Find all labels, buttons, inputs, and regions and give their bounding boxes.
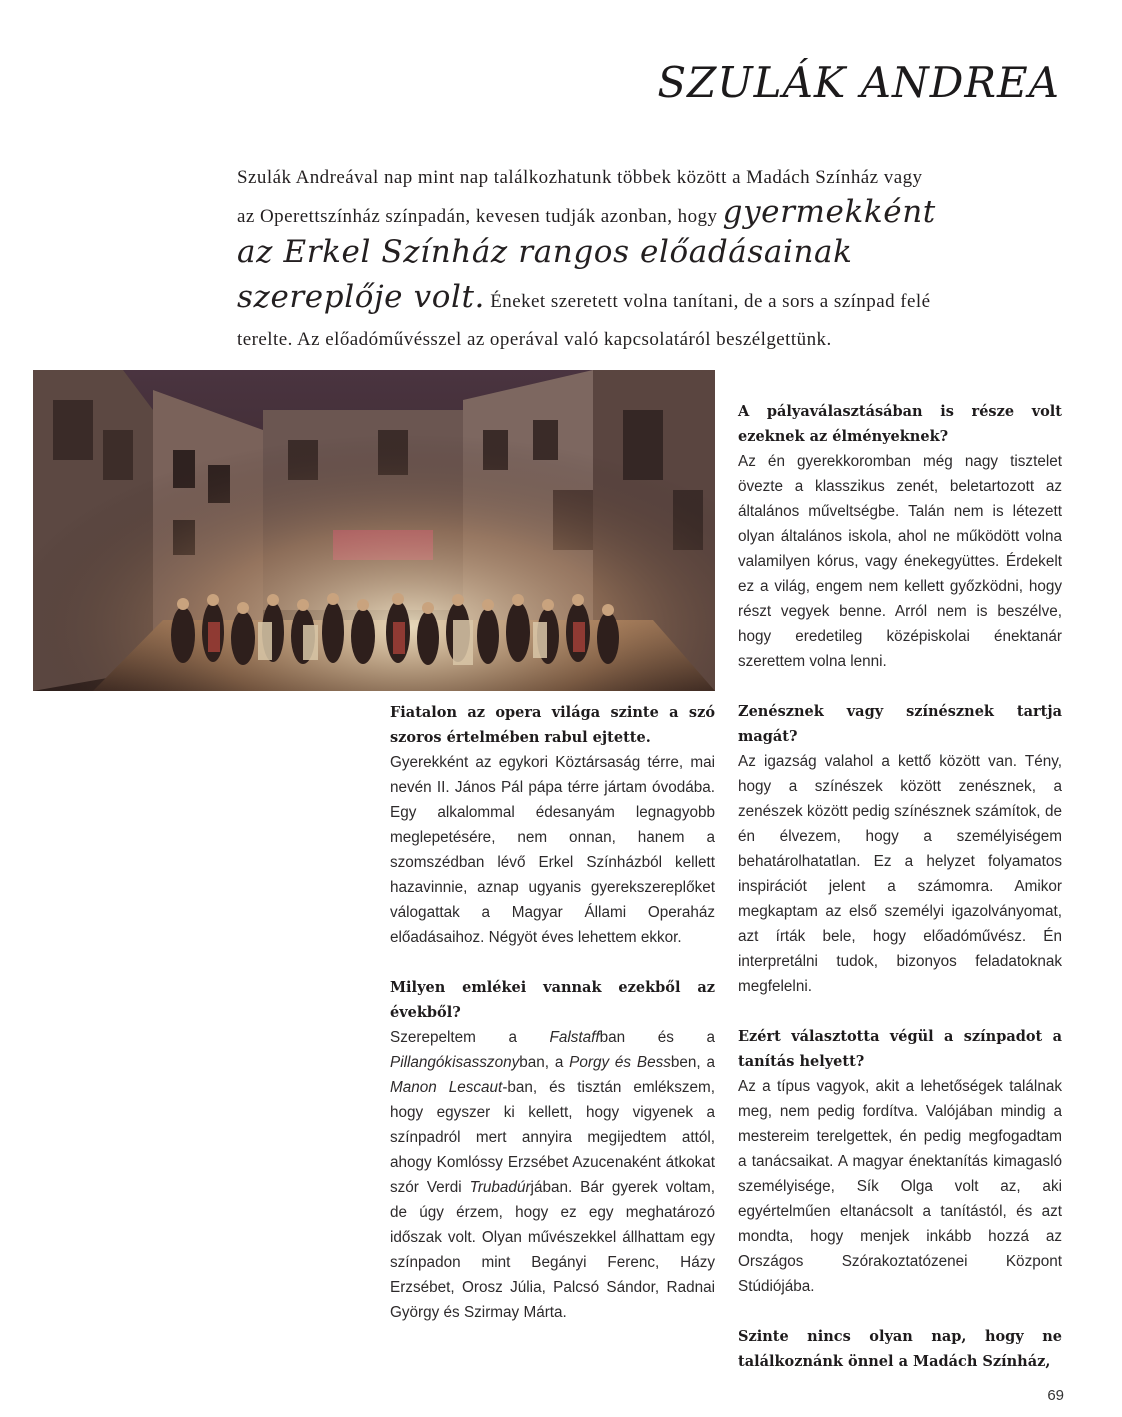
lead-highlight: szereplője volt. — [237, 279, 485, 315]
stage-photo — [33, 370, 715, 691]
text-column-right — [738, 399, 1062, 1374]
lead-paragraph — [237, 162, 1037, 360]
interview-question: A pályaválasztásában is része volt ezeknek az élményeknek? — [738, 403, 1062, 445]
lead-highlight: az Erkel Színház rangos előadásainak — [237, 234, 853, 270]
answer-text: ban, a — [519, 1054, 570, 1071]
interview-question: Szinte nincs olyan nap, hogy ne találkoznánk önnel a Madách Színház, — [738, 1328, 1062, 1370]
work-title: Trubadúr — [469, 1179, 531, 1196]
work-title: Manon Lescaut — [390, 1079, 503, 1096]
interview-block — [738, 399, 1062, 674]
page-number: 69 — [1047, 1387, 1064, 1404]
interview-answer: Gyerekként az egykori Köztársaság térre, mai nevén II. János Pál pápa térre jártam óvodába. Egy alkalommal édesanyám legnagyobb meglepetésére, nem onnan, hanem a szomszédban lévő Erkel Színházból kellett hazavinnie, aznap ugyanis gyerekszereplőket válogattak a Magyar Állami Operaház előadásaihoz. Négyöt éves lehettem ekkor. — [390, 754, 715, 946]
work-title: Pillangókisasszony — [390, 1054, 520, 1071]
answer-text: jában. Bár gyerek voltam, de úgy érzem, hogy ez egy meghatározó időszak volt. Olyan művészekkel állhattam egy színpadon mint Begányi Ferenc, Házy Erzsébet, Orosz Júlia, Palcsó Sándor, Radnai György és Szirmay Márta. — [390, 1179, 716, 1321]
answer-text: -ban, és tisztán emlékszem, hogy egyszer ki kellett, hogy vigyenek a színpadról mert annyira megijedtem attól, ahogy Komlóssy Erzsébet Azucenaként átkokat szór Verdi — [390, 1079, 715, 1196]
interview-answer — [390, 1025, 715, 1325]
lead-text: Éneket szeretett volna tanítani, de a sors a színpad felé — [485, 291, 931, 312]
interview-answer: Az igazság valahol a kettő között van. Tény, hogy a színészek között zenésznek, a zenészek között pedig színésznek számítok, de én élvezem, hogy a személyiségem behatárolhatatlan. Ez a helyzet folyamatos inspirációt jelent a számomra. Amikor megkaptam az első személyi igazolványomat, azt írták bele, hogy előadóművész. Én interpretálni tudok, bizonyos feladatoknak megfelelni. — [738, 753, 1062, 995]
interview-block — [738, 1024, 1062, 1299]
interview-question: Fiatalon az opera világa szinte a szó szoros értelmében rabul ejtette. — [390, 704, 715, 746]
text-column-left — [390, 700, 715, 1325]
answer-text: Szerepeltem a — [390, 1029, 550, 1046]
interview-block — [390, 975, 715, 1325]
interview-answer: Az én gyerekkoromban még nagy tisztelet övezte a klasszikus zenét, beletartozott az általános műveltségbe. Talán nem is létezett olyan általános iskola, ahol ne működött volna valamilyen kórus, vagy énekegyüttes. Érdekelt ez a világ, engem nem kellett győzködni, hogy részt vegyek benne. Arról nem is beszélve, hogy eredetileg középiskolai énektanár szerettem volna lenni. — [738, 453, 1062, 670]
interview-question: Milyen emlékei vannak ezekből az évekből? — [390, 979, 715, 1021]
lead-line — [237, 274, 1037, 320]
interview-block — [738, 699, 1062, 999]
work-title: Falstaff — [549, 1029, 600, 1046]
answer-text: ben, a — [670, 1054, 715, 1071]
lead-line: terelte. Az előadóművésszel az operával való kapcsolatáról beszélgettünk. — [237, 329, 832, 350]
interview-answer: Az a típus vagyok, akit a lehetőségek találnak meg, nem pedig fordítva. Valójában mindig a mestereim terelgettek, én pedig megfogadtam a tanácsaikat. A magyar énektanítás kimagasló személyisége, Sík Olga volt az, aki egyértelműen eltanácsolt a tanítástól, és azt mondta, hogy menjek inkább hozzá az Országos Szórakoztatózenei Központ Stúdiójába. — [738, 1078, 1062, 1295]
interview-question: Ezért választotta végül a színpadot a tanítás helyett? — [738, 1028, 1062, 1070]
stage-scene-illustration — [33, 370, 715, 691]
interview-question: Zenésznek vagy színésznek tartja magát? — [738, 703, 1062, 745]
interview-block — [738, 1324, 1062, 1374]
lead-highlight: gyermekként — [722, 194, 936, 230]
interview-block — [390, 700, 715, 950]
article-title: SZULÁK ANDREA — [657, 58, 1060, 107]
answer-text: ban és a — [599, 1029, 715, 1046]
lead-line: Szulák Andreával nap mint nap találkozhatunk többek között a Madách Színház vagy — [237, 167, 923, 188]
work-title: Porgy és Bess — [569, 1054, 671, 1071]
lead-line — [237, 194, 1037, 230]
lead-text: az Operettszínház színpadán, kevesen tudják azonban, hogy — [237, 206, 723, 227]
